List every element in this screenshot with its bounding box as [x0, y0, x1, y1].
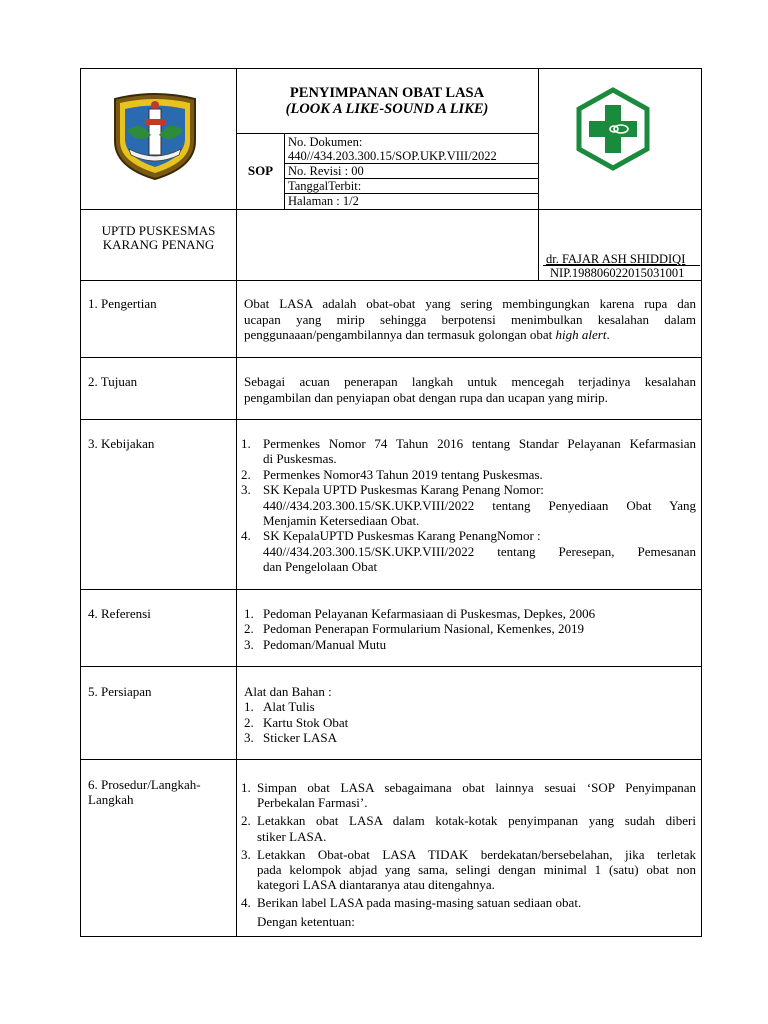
document-subtitle: (LOOK A LIKE-SOUND A LIKE)	[285, 101, 489, 117]
prosedur-item-number: 2.	[241, 813, 251, 829]
tujuan-line-1: Sebagai acuan penerapan langkah untuk mencegah terjadinya kesalahan	[244, 374, 696, 389]
section-prosedur-label	[88, 777, 201, 807]
doc-number-label: No. Dokumen:	[288, 135, 363, 149]
referensi-item-number: 3.	[244, 636, 254, 652]
prosedur-label-line-2: Langkah	[88, 792, 134, 807]
referensi-item	[244, 606, 696, 621]
prosedur-item-number: 4.	[241, 895, 251, 911]
kebijakan-item-line: 440//434.203.300.15/SK.UKP.VIII/2022 tentang Peresepan, Pemesanan	[263, 543, 696, 559]
prosedur-item	[241, 813, 696, 843]
referensi-item-text: Pedoman Penerapan Formularium Nasional, Kemenkes, 2019	[263, 621, 584, 637]
kebijakan-item-line: di Puskesmas.	[263, 451, 337, 467]
prosedur-item	[241, 780, 696, 810]
kebijakan-item-line: Permenkes Nomor 74 Tahun 2016 tentang Standar Pelayanan Kefarmasian	[263, 436, 696, 451]
prosedur-item	[241, 847, 696, 893]
kebijakan-item	[241, 528, 696, 574]
divider-pengertian-bottom	[81, 357, 701, 358]
section-tujuan-text	[244, 374, 696, 405]
divider-header-bottom	[81, 209, 701, 210]
section-pengertian-text	[244, 296, 696, 343]
referensi-item	[244, 637, 696, 652]
persiapan-intro: Alat dan Bahan :	[244, 684, 332, 699]
divider-persiapan-bottom	[81, 759, 701, 760]
signer-nip: NIP.198806022015031001	[543, 265, 700, 280]
regency-emblem-logo	[109, 91, 201, 181]
column-divider	[236, 69, 237, 936]
persiapan-item	[244, 699, 696, 714]
puskesmas-logo	[571, 87, 655, 171]
kebijakan-list	[241, 436, 696, 575]
kebijakan-item-number: 2.	[241, 466, 251, 482]
kebijakan-item-number: 1.	[241, 436, 251, 451]
divider-tujuan-bottom	[81, 419, 701, 420]
section-tujuan-label: 2. Tujuan	[88, 374, 138, 389]
sop-document	[80, 68, 702, 937]
tujuan-line-2: pengambilan dan penyiapan obat dengan rupa dan ucapan yang mirip.	[244, 389, 608, 405]
prosedur-item-line: stiker LASA.	[257, 828, 327, 844]
kebijakan-item-line: Permenkes Nomor43 Tahun 2019 tentang Puskesmas.	[263, 466, 543, 482]
section-pengertian-label: 1. Pengertian	[88, 296, 157, 311]
prosedur-item-line: Letakkan Obat-obat LASA TIDAK berdekatan/bersebelahan, jika terletak	[257, 846, 696, 862]
page-number: Halaman : 1/2	[288, 194, 359, 208]
document-title: PENYIMPANAN OBAT LASA	[289, 85, 485, 101]
pengertian-high-alert: high alert	[555, 327, 607, 342]
section-kebijakan-label: 3. Kebijakan	[88, 436, 155, 451]
pengertian-line-3-end: .	[606, 327, 610, 342]
organization-name	[81, 224, 236, 252]
persiapan-item-number: 2.	[244, 714, 254, 730]
referensi-item-number: 2.	[244, 621, 254, 637]
pengertian-line-1: Obat LASA adalah obat-obat yang sering membingungkan karena rupa dan	[244, 296, 696, 311]
persiapan-content	[244, 684, 696, 746]
prosedur-item-line: pada kelompok abjad yang sama, selingi dengan minimal 1 (satu) obat non	[257, 862, 696, 878]
persiapan-item	[244, 715, 696, 730]
kebijakan-item-number: 4.	[241, 528, 251, 544]
doc-number-value: 440//434.203.300.15/SOP.UKP.VIII/2022	[288, 149, 497, 163]
kebijakan-item-line: dan Pengelolaan Obat	[263, 559, 378, 575]
referensi-list	[244, 606, 696, 652]
kebijakan-item-line: 440//434.203.300.15/SK.UKP.VIII/2022 tentang Penyediaan Obat Yang	[263, 497, 696, 513]
divider-kebijakan-bottom	[81, 589, 701, 590]
persiapan-item-number: 3.	[244, 730, 254, 746]
prosedur-item-line: Berikan label LASA pada masing-masing satuan sediaan obat.	[257, 895, 582, 911]
section-referensi-label: 4. Referensi	[88, 606, 151, 621]
prosedur-label-line-1: 6. Prosedur/Langkah-	[88, 777, 201, 792]
prosedur-item-line: Letakkan obat LASA dalam kotak-kotak penyimpanan yang sudah diberi	[257, 813, 696, 829]
prosedur-item-number: 3.	[241, 846, 251, 862]
pengertian-line-2: ucapan yang mirip sehingga berpotensi menimbulkan kesalahan dalam	[244, 311, 696, 327]
organization-line-1: UPTD PUSKESMAS	[101, 223, 216, 238]
signer-name: dr. FAJAR ASH SHIDDIQI	[546, 252, 686, 266]
kebijakan-item	[241, 482, 696, 528]
prosedur-item-line: Simpan obat LASA sebagaimana obat lainnya sesuai ‘SOP Penyimpanan	[257, 780, 696, 795]
prosedur-item-line: kategori LASA diantaranya atau ditengahnya.	[257, 877, 495, 893]
organization-line-2: KARANG PENANG	[102, 237, 215, 252]
kebijakan-item-line: Menjamin Ketersediaan Obat.	[263, 513, 420, 529]
kebijakan-item	[241, 467, 696, 482]
persiapan-item	[244, 730, 696, 745]
persiapan-item-number: 1.	[244, 699, 254, 715]
referensi-item-text: Pedoman/Manual Mutu	[263, 636, 387, 652]
pengertian-line-3	[244, 327, 696, 343]
divider-org-bottom	[81, 280, 701, 281]
divider-sop-label	[284, 133, 285, 209]
persiapan-item-text: Alat Tulis	[263, 699, 315, 715]
referensi-item-number: 1.	[244, 606, 254, 621]
issue-date: TanggalTerbit:	[288, 179, 362, 193]
prosedur-item-line: Perbekalan Farmasi’.	[257, 795, 368, 811]
persiapan-item-text: Kartu Stok Obat	[263, 714, 349, 730]
prosedur-item	[241, 895, 696, 910]
kebijakan-item-line: SK KepalaUPTD Puskesmas Karang PenangNomor :	[263, 528, 541, 544]
kebijakan-item-line: SK Kepala UPTD Puskesmas Karang Penang Nomor:	[263, 482, 544, 498]
prosedur-list	[241, 780, 696, 929]
divider-title-bottom	[236, 133, 538, 134]
referensi-item	[244, 621, 696, 636]
revision-number: No. Revisi : 00	[288, 164, 364, 178]
pengertian-line-3-text: penggunaaan/pengambilannya dan termasuk golongan obat	[244, 327, 556, 342]
prosedur-footer: Dengan ketentuan:	[257, 913, 355, 929]
persiapan-item-text: Sticker LASA	[263, 730, 338, 746]
divider-referensi-bottom	[81, 666, 701, 667]
column-divider-right	[538, 69, 539, 280]
referensi-item-text: Pedoman Pelayanan Kefarmasiaan di Puskesmas, Depkes, 2006	[263, 606, 596, 621]
kebijakan-item-number: 3.	[241, 482, 251, 498]
section-persiapan-label: 5. Persiapan	[88, 684, 152, 699]
kebijakan-item	[241, 436, 696, 467]
prosedur-item-number: 1.	[241, 780, 251, 795]
sop-label: SOP	[247, 163, 274, 178]
